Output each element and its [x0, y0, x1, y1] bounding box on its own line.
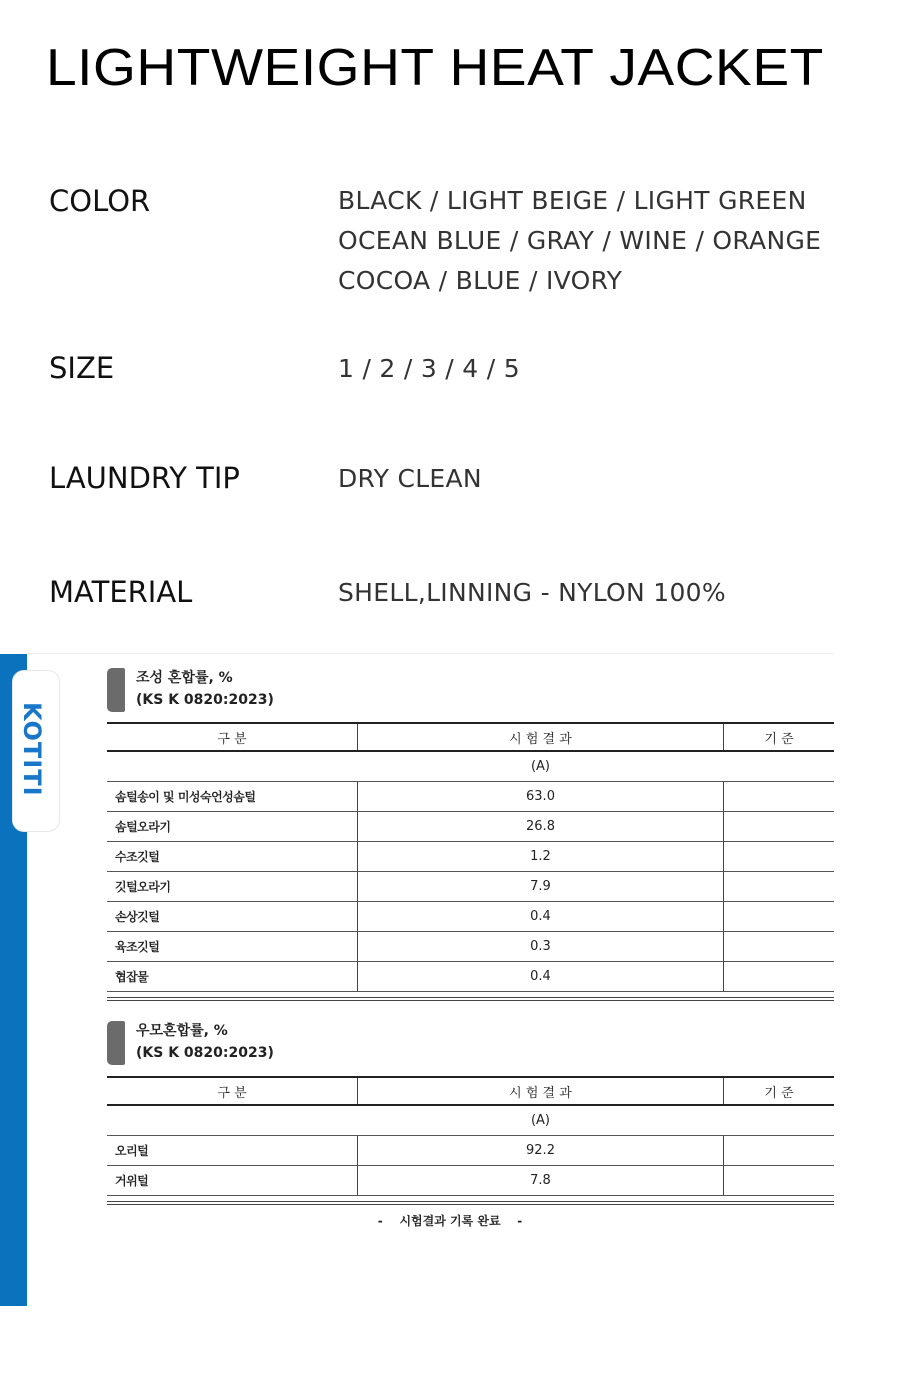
sample-id: (A) [358, 1105, 724, 1136]
row-value: 1.2 [358, 842, 724, 872]
kotiti-logo: KOTITI [18, 702, 46, 797]
row-value: 92.2 [358, 1136, 724, 1166]
row-label: 솜털오라기 [107, 812, 358, 842]
report-end-note: - 시험결과 기록 완료 - [377, 1214, 523, 1228]
section2-title: 우모혼합률, % (KS K 0820:2023) [136, 1023, 274, 1061]
color-line: COCOA / BLUE / IVORY [338, 266, 623, 295]
laundry-label: LAUNDRY TIP [49, 461, 240, 495]
section1-title: 조성 혼합률, % (KS K 0820:2023) [136, 670, 274, 708]
col-header-standard: 기 준 [724, 723, 835, 751]
down-ratio-table [107, 1076, 834, 1196]
col-header-category: 구 분 [107, 1077, 358, 1105]
row-label: 오리털 [107, 1136, 358, 1166]
color-line: BLACK / LIGHT BEIGE / LIGHT GREEN [338, 186, 807, 215]
row-label: 수조깃털 [107, 842, 358, 872]
row-value: 0.3 [358, 932, 724, 962]
color-values [338, 181, 821, 301]
section-marker [107, 668, 125, 712]
table-row [107, 902, 834, 932]
color-label: COLOR [49, 184, 151, 218]
row-label: 깃털오라기 [107, 872, 358, 902]
row-value: 63.0 [358, 782, 724, 812]
col-header-category: 구 분 [107, 723, 358, 751]
material-value: SHELL,LINNING - NYLON 100% [338, 578, 726, 607]
row-label: 손상깃털 [107, 902, 358, 932]
table-row [107, 812, 834, 842]
table-row [107, 782, 834, 812]
table-row [107, 1166, 834, 1196]
report-top-divider [27, 653, 833, 654]
table-row [107, 872, 834, 902]
row-value: 0.4 [358, 962, 724, 992]
table-row [107, 1136, 834, 1166]
table-row [107, 932, 834, 962]
row-label: 솜털송이 및 미성숙언성솜털 [107, 782, 358, 812]
row-label: 육조깃털 [107, 932, 358, 962]
sample-id: (A) [358, 751, 724, 782]
row-value: 26.8 [358, 812, 724, 842]
composition-table [107, 722, 834, 992]
size-value: 1 / 2 / 3 / 4 / 5 [338, 354, 520, 383]
row-value: 0.4 [358, 902, 724, 932]
product-title: LIGHTWEIGHT HEAT JACKET [46, 39, 824, 97]
material-label: MATERIAL [49, 575, 193, 609]
laundry-value: DRY CLEAN [338, 464, 482, 493]
color-line: OCEAN BLUE / GRAY / WINE / ORANGE [338, 226, 822, 255]
col-header-standard: 기 준 [724, 1077, 835, 1105]
row-value: 7.8 [358, 1166, 724, 1196]
row-value: 7.9 [358, 872, 724, 902]
row-label: 거위털 [107, 1166, 358, 1196]
size-label: SIZE [49, 351, 115, 385]
col-header-result: 시 험 결 과 [358, 1077, 724, 1105]
table-end-rule [107, 997, 834, 1001]
section-marker [107, 1021, 125, 1065]
table-row [107, 842, 834, 872]
table-end-rule [107, 1201, 834, 1205]
col-header-result: 시 험 결 과 [358, 723, 724, 751]
row-label: 협잡물 [107, 962, 358, 992]
table-row [107, 962, 834, 992]
